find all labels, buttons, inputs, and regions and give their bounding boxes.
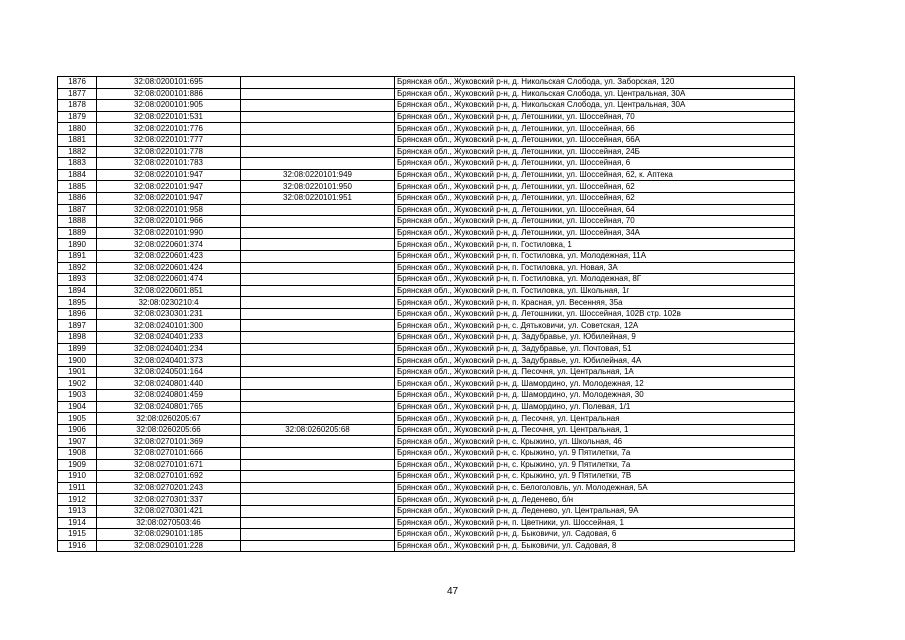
table-row <box>58 216 795 228</box>
row-number-cell: 1895 <box>58 297 97 309</box>
row-number-cell: 1905 <box>58 413 97 425</box>
row-number-cell: 1908 <box>58 448 97 460</box>
address-cell: Брянская обл., Жуковский р-н, с. Дятьковичи, ул. Советская, 12А <box>395 320 795 332</box>
table-row <box>58 390 795 402</box>
row-number-cell: 1913 <box>58 505 97 517</box>
row-number-cell: 1882 <box>58 146 97 158</box>
related-cadastral-cell <box>241 123 395 135</box>
address-cell: Брянская обл., Жуковский р-н, п. Гостиловка, ул. Школьная, 1г <box>395 285 795 297</box>
row-number-cell: 1886 <box>58 192 97 204</box>
address-cell: Брянская обл., Жуковский р-н, п. Гостиловка, 1 <box>395 239 795 251</box>
cadastral-number-cell: 32:08:0220101:947 <box>97 181 241 193</box>
address-cell: Брянская обл., Жуковский р-н, с. Крыжино, ул. Школьная, 46 <box>395 436 795 448</box>
row-number-cell: 1891 <box>58 250 97 262</box>
row-number-cell: 1902 <box>58 378 97 390</box>
related-cadastral-cell <box>241 274 395 286</box>
address-cell: Брянская обл., Жуковский р-н, д. Летошники, ул. Шоссейная, 62 <box>395 181 795 193</box>
related-cadastral-cell <box>241 285 395 297</box>
cadastral-number-cell: 32:08:0270301:421 <box>97 505 241 517</box>
row-number-cell: 1911 <box>58 482 97 494</box>
related-cadastral-cell <box>241 459 395 471</box>
address-cell: Брянская обл., Жуковский р-н, д. Песочня, ул. Центральная, 1А <box>395 366 795 378</box>
row-number-cell: 1896 <box>58 308 97 320</box>
related-cadastral-cell <box>241 146 395 158</box>
cadastral-number-cell: 32:08:0270101:666 <box>97 448 241 460</box>
cadastral-number-cell: 32:08:0240401:373 <box>97 355 241 367</box>
address-cell: Брянская обл., Жуковский р-н, д. Летошники, ул. Шоссейная, 24Б <box>395 146 795 158</box>
property-table-body <box>58 77 795 552</box>
table-row <box>58 123 795 135</box>
related-cadastral-cell <box>241 401 395 413</box>
cadastral-number-cell: 32:08:0220101:947 <box>97 169 241 181</box>
table-row <box>58 239 795 251</box>
cadastral-number-cell: 32:08:0230301:231 <box>97 308 241 320</box>
table-row <box>58 262 795 274</box>
table-row <box>58 448 795 460</box>
address-cell: Брянская обл., Жуковский р-н, д. Летошники, ул. Шоссейная, 34А <box>395 227 795 239</box>
cadastral-number-cell: 32:08:0240801:765 <box>97 401 241 413</box>
related-cadastral-cell <box>241 529 395 541</box>
table-row <box>58 459 795 471</box>
related-cadastral-cell: 32:08:0220101:951 <box>241 192 395 204</box>
address-cell: Брянская обл., Жуковский р-н, д. Летошники, ул. Шоссейная, 70 <box>395 216 795 228</box>
address-cell: Брянская обл., Жуковский р-н, д. Никольская Слобода, ул. Центральная, 30А <box>395 100 795 112</box>
cadastral-number-cell: 32:08:0270101:671 <box>97 459 241 471</box>
row-number-cell: 1903 <box>58 390 97 402</box>
table-row <box>58 111 795 123</box>
related-cadastral-cell <box>241 204 395 216</box>
row-number-cell: 1909 <box>58 459 97 471</box>
table-row <box>58 77 795 89</box>
related-cadastral-cell: 32:08:0260205:68 <box>241 424 395 436</box>
address-cell: Брянская обл., Жуковский р-н, п. Гостиловка, ул. Молодежная, 8Г <box>395 274 795 286</box>
table-row <box>58 88 795 100</box>
row-number-cell: 1906 <box>58 424 97 436</box>
cadastral-number-cell: 32:08:0220601:374 <box>97 239 241 251</box>
cadastral-number-cell: 32:08:0240401:233 <box>97 332 241 344</box>
related-cadastral-cell <box>241 227 395 239</box>
related-cadastral-cell <box>241 100 395 112</box>
row-number-cell: 1881 <box>58 134 97 146</box>
property-table <box>57 76 795 552</box>
address-cell: Брянская обл., Жуковский р-н, д. Летошники, ул. Шоссейная, 62 <box>395 192 795 204</box>
row-number-cell: 1910 <box>58 471 97 483</box>
related-cadastral-cell: 32:08:0220101:949 <box>241 169 395 181</box>
table-row <box>58 424 795 436</box>
table-row <box>58 517 795 529</box>
address-cell: Брянская обл., Жуковский р-н, д. Никольская Слобода, ул. Центральная, 30А <box>395 88 795 100</box>
table-row <box>58 204 795 216</box>
related-cadastral-cell <box>241 448 395 460</box>
address-cell: Брянская обл., Жуковский р-н, д. Леденево, ул. Центральная, 9А <box>395 505 795 517</box>
related-cadastral-cell <box>241 390 395 402</box>
table-row <box>58 250 795 262</box>
cadastral-number-cell: 32:08:0270201:243 <box>97 482 241 494</box>
table-row <box>58 355 795 367</box>
related-cadastral-cell <box>241 494 395 506</box>
cadastral-number-cell: 32:08:0220101:776 <box>97 123 241 135</box>
related-cadastral-cell <box>241 250 395 262</box>
row-number-cell: 1893 <box>58 274 97 286</box>
table-row <box>58 308 795 320</box>
address-cell: Брянская обл., Жуковский р-н, п. Гостиловка, ул. Молодежная, 11А <box>395 250 795 262</box>
table-row <box>58 332 795 344</box>
related-cadastral-cell <box>241 88 395 100</box>
row-number-cell: 1887 <box>58 204 97 216</box>
cadastral-number-cell: 32:08:0220101:947 <box>97 192 241 204</box>
row-number-cell: 1900 <box>58 355 97 367</box>
address-cell: Брянская обл., Жуковский р-н, д. Летошники, ул. Шоссейная, 6 <box>395 158 795 170</box>
related-cadastral-cell <box>241 239 395 251</box>
address-cell: Брянская обл., Жуковский р-н, д. Песочня, ул. Центральная <box>395 413 795 425</box>
row-number-cell: 1890 <box>58 239 97 251</box>
related-cadastral-cell <box>241 158 395 170</box>
table-row <box>58 320 795 332</box>
address-cell: Брянская обл., Жуковский р-н, д. Песочня, ул. Центральная, 1 <box>395 424 795 436</box>
row-number-cell: 1894 <box>58 285 97 297</box>
row-number-cell: 1912 <box>58 494 97 506</box>
table-row <box>58 274 795 286</box>
address-cell: Брянская обл., Жуковский р-н, д. Летошники, ул. Шоссейная, 66 <box>395 123 795 135</box>
table-row <box>58 192 795 204</box>
related-cadastral-cell <box>241 343 395 355</box>
cadastral-number-cell: 32:08:0220101:990 <box>97 227 241 239</box>
row-number-cell: 1884 <box>58 169 97 181</box>
cadastral-number-cell: 32:08:0200101:695 <box>97 77 241 89</box>
address-cell: Брянская обл., Жуковский р-н, д. Шамордино, ул. Молодежная, 30 <box>395 390 795 402</box>
table-row <box>58 227 795 239</box>
table-row <box>58 401 795 413</box>
address-cell: Брянская обл., Жуковский р-н, д. Задубравье, ул. Почтовая, 51 <box>395 343 795 355</box>
address-cell: Брянская обл., Жуковский р-н, д. Летошники, ул. Шоссейная, 62, к. Аптека <box>395 169 795 181</box>
cadastral-number-cell: 32:08:0270503:46 <box>97 517 241 529</box>
related-cadastral-cell <box>241 111 395 123</box>
related-cadastral-cell <box>241 505 395 517</box>
cadastral-number-cell: 32:08:0220601:424 <box>97 262 241 274</box>
address-cell: Брянская обл., Жуковский р-н, д. Быковичи, ул. Садовая, 6 <box>395 529 795 541</box>
row-number-cell: 1907 <box>58 436 97 448</box>
table-row <box>58 494 795 506</box>
table-row <box>58 100 795 112</box>
address-cell: Брянская обл., Жуковский р-н, с. Крыжино, ул. 9 Пятилетки, 7В <box>395 471 795 483</box>
row-number-cell: 1914 <box>58 517 97 529</box>
related-cadastral-cell <box>241 297 395 309</box>
related-cadastral-cell <box>241 320 395 332</box>
address-cell: Брянская обл., Жуковский р-н, д. Леденево, б/н <box>395 494 795 506</box>
cadastral-number-cell: 32:08:0220101:531 <box>97 111 241 123</box>
row-number-cell: 1898 <box>58 332 97 344</box>
cadastral-number-cell: 32:08:0260205:66 <box>97 424 241 436</box>
cadastral-number-cell: 32:08:0270101:692 <box>97 471 241 483</box>
address-cell: Брянская обл., Жуковский р-н, д. Шамордино, ул. Молодежная, 12 <box>395 378 795 390</box>
address-cell: Брянская обл., Жуковский р-н, д. Задубравье, ул. Юбилейная, 4А <box>395 355 795 367</box>
cadastral-number-cell: 32:08:0290101:228 <box>97 540 241 552</box>
related-cadastral-cell <box>241 134 395 146</box>
address-cell: Брянская обл., Жуковский р-н, п. Красная, ул. Весенняя, 35а <box>395 297 795 309</box>
cadastral-number-cell: 32:08:0220101:958 <box>97 204 241 216</box>
address-cell: Брянская обл., Жуковский р-н, д. Летошники, ул. Шоссейная, 102В стр. 102в <box>395 308 795 320</box>
cadastral-number-cell: 32:08:0270301:337 <box>97 494 241 506</box>
row-number-cell: 1901 <box>58 366 97 378</box>
row-number-cell: 1916 <box>58 540 97 552</box>
table-row <box>58 366 795 378</box>
address-cell: Брянская обл., Жуковский р-н, д. Летошники, ул. Шоссейная, 66А <box>395 134 795 146</box>
related-cadastral-cell <box>241 77 395 89</box>
table-row <box>58 413 795 425</box>
cadastral-number-cell: 32:08:0260205:67 <box>97 413 241 425</box>
cadastral-number-cell: 32:08:0220601:851 <box>97 285 241 297</box>
cadastral-number-cell: 32:08:0240801:440 <box>97 378 241 390</box>
cadastral-number-cell: 32:08:0270101:369 <box>97 436 241 448</box>
address-cell: Брянская обл., Жуковский р-н, п. Цветники, ул. Шоссейная, 1 <box>395 517 795 529</box>
related-cadastral-cell <box>241 436 395 448</box>
cadastral-number-cell: 32:08:0290101:185 <box>97 529 241 541</box>
page-number: 47 <box>446 586 459 597</box>
row-number-cell: 1877 <box>58 88 97 100</box>
cadastral-number-cell: 32:08:0200101:886 <box>97 88 241 100</box>
cadastral-number-cell: 32:08:0220101:777 <box>97 134 241 146</box>
row-number-cell: 1880 <box>58 123 97 135</box>
row-number-cell: 1899 <box>58 343 97 355</box>
related-cadastral-cell: 32:08:0220101:950 <box>241 181 395 193</box>
address-cell: Брянская обл., Жуковский р-н, д. Никольская Слобода, ул. Заборская, 120 <box>395 77 795 89</box>
table-row <box>58 134 795 146</box>
row-number-cell: 1897 <box>58 320 97 332</box>
related-cadastral-cell <box>241 540 395 552</box>
cadastral-number-cell: 32:08:0220101:783 <box>97 158 241 170</box>
cadastral-number-cell: 32:08:0220601:474 <box>97 274 241 286</box>
related-cadastral-cell <box>241 413 395 425</box>
address-cell: Брянская обл., Жуковский р-н, д. Задубравье, ул. Юбилейная, 9 <box>395 332 795 344</box>
address-cell: Брянская обл., Жуковский р-н, с. Крыжино, ул. 9 Пятилетки, 7а <box>395 448 795 460</box>
address-cell: Брянская обл., Жуковский р-н, д. Быковичи, ул. Садовая, 8 <box>395 540 795 552</box>
cadastral-number-cell: 32:08:0240801:459 <box>97 390 241 402</box>
address-cell: Брянская обл., Жуковский р-н, с. Крыжино, ул. 9 Пятилетки, 7а <box>395 459 795 471</box>
cadastral-number-cell: 32:08:0220601:423 <box>97 250 241 262</box>
address-cell: Брянская обл., Жуковский р-н, д. Летошники, ул. Шоссейная, 64 <box>395 204 795 216</box>
table-row <box>58 343 795 355</box>
address-cell: Брянская обл., Жуковский р-н, д. Шамордино, ул. Полевая, 1/1 <box>395 401 795 413</box>
row-number-cell: 1876 <box>58 77 97 89</box>
address-cell: Брянская обл., Жуковский р-н, д. Летошники, ул. Шоссейная, 70 <box>395 111 795 123</box>
related-cadastral-cell <box>241 216 395 228</box>
table-row <box>58 181 795 193</box>
cadastral-number-cell: 32:08:0240501:164 <box>97 366 241 378</box>
table-row <box>58 529 795 541</box>
row-number-cell: 1892 <box>58 262 97 274</box>
table-row <box>58 471 795 483</box>
related-cadastral-cell <box>241 366 395 378</box>
table-row <box>58 158 795 170</box>
row-number-cell: 1888 <box>58 216 97 228</box>
cadastral-number-cell: 32:08:0240401:234 <box>97 343 241 355</box>
row-number-cell: 1883 <box>58 158 97 170</box>
related-cadastral-cell <box>241 308 395 320</box>
related-cadastral-cell <box>241 482 395 494</box>
related-cadastral-cell <box>241 355 395 367</box>
row-number-cell: 1878 <box>58 100 97 112</box>
table-row <box>58 146 795 158</box>
table-row <box>58 285 795 297</box>
row-number-cell: 1915 <box>58 529 97 541</box>
address-cell: Брянская обл., Жуковский р-н, п. Гостиловка, ул. Новая, 3А <box>395 262 795 274</box>
table-row <box>58 540 795 552</box>
related-cadastral-cell <box>241 517 395 529</box>
table-row <box>58 378 795 390</box>
table-row <box>58 169 795 181</box>
table-row <box>58 505 795 517</box>
table-row <box>58 482 795 494</box>
table-row <box>58 436 795 448</box>
cadastral-number-cell: 32:08:0240101:300 <box>97 320 241 332</box>
related-cadastral-cell <box>241 262 395 274</box>
address-cell: Брянская обл., Жуковский р-н, с. Белоголовль, ул. Молодежная, 5А <box>395 482 795 494</box>
row-number-cell: 1879 <box>58 111 97 123</box>
related-cadastral-cell <box>241 378 395 390</box>
row-number-cell: 1889 <box>58 227 97 239</box>
cadastral-number-cell: 32:08:0220101:778 <box>97 146 241 158</box>
row-number-cell: 1885 <box>58 181 97 193</box>
related-cadastral-cell <box>241 332 395 344</box>
cadastral-number-cell: 32:08:0200101:905 <box>97 100 241 112</box>
cadastral-number-cell: 32:08:0230210:4 <box>97 297 241 309</box>
related-cadastral-cell <box>241 471 395 483</box>
row-number-cell: 1904 <box>58 401 97 413</box>
table-row <box>58 297 795 309</box>
cadastral-number-cell: 32:08:0220101:966 <box>97 216 241 228</box>
